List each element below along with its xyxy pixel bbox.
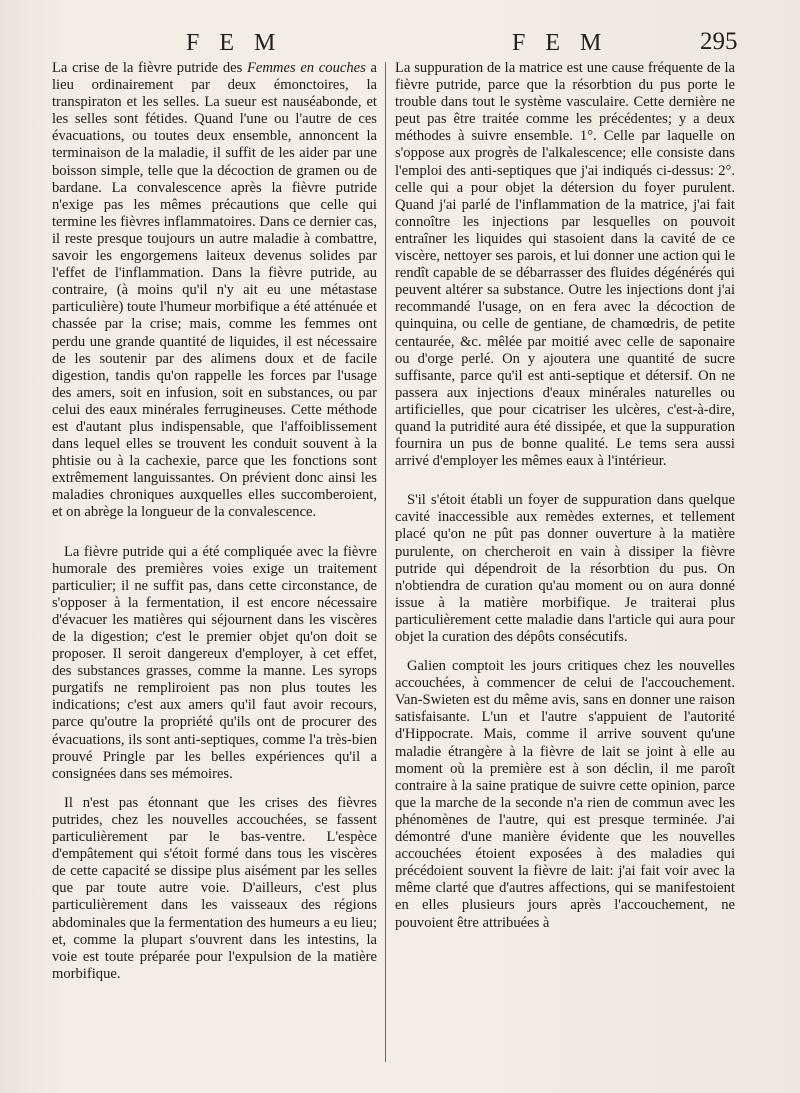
paragraph: Galien comptoit les jours critiques chez les nouvelles accouchées, à commencer de celui de l'accouchement. Van-Swieten est du même avis, sans en donner une raison satisfaisante. L'un et l'autre s'appuient de l'autorité d'Hippocrate. Mais, comme il arrive souvent qu'une maladie étrangère à la fièvre de lait se joint à elle au moment où la première est à son déclin, il me paroît contraire à la saine pratique de suivre cette opinion, parce que la marche de la seconde n'a rien de commun avec les phénomènes de l'autre, qui est presque terminée. J'ai démontré d'une manière évidente que les nouvelles accouchées étoient exposées à des maladies qui précédoient souvent la fièvre de lait: j'ai fait voir avec la même clarté que d'autres affections, qui se manifestoient en elles plusieurs jours après l'accouchement, ne pouvoient être attribuées à [395, 658, 735, 931]
right-column [395, 60, 735, 932]
running-header [0, 22, 800, 58]
paragraph: La suppuration de la matrice est une cause fréquente de la fièvre putride, parce que la résorbtion du pus porte le trouble dans tout le système vasculaire. Cette dernière ne peut pas être traitée comme les précédentes; y a deux méthodes à suivre ensemble. 1°. Celle par laquelle on s'oppose aux progrès de l'alkalescence; elle consiste dans l'emploi des anti-septiques que j'ai indiqués ci-dessus: 2°. celle qui a pour objet la détersion du foyer purulent. Quand j'ai parlé de l'inflammation de la matrice, j'ai fait connoître les injections par lesquelles on pouvoit entraîner les liquides qui stasoient dans la cavité de ce viscère, nettoyer ses parois, et lui donner une action qui le rendît capable de se débarrasser des fluides dégénérés qui peuvent altérer sa substance. Outre les injections dont j'ai recommandé l'usage, on en fera avec la décoction de quinquina, ou celle de gentiane, de chamœdris, de petite centaurée, &c. mêlée par moitié avec celle de saponaire ou d'orge perlé. On y ajoutera une quantité de sucre suffisante, parce qu'il est anti-septique et détersif. On ne passera aux injections d'eaux minérales naturelles ou artificielles, que pour cicatriser les ulcères, c'est-à-dire, quand la putridité aura été dissipée, et que la suppuration fournira un pus de bonne qualité. Le tems sera aussi arrivé d'employer les mêmes eaux à l'intérieur. [395, 60, 735, 470]
page-number: 295 [700, 28, 738, 55]
paragraph: Il n'est pas étonnant que les crises des fièvres putrides, chez les nouvelles accouchées, se fassent particulièrement par le bas-ventre. L'espèce d'empâtement qui s'étoit formé dans tous les viscères de cette capacité se dissipe plus aisément par les selles que par toute autre voie. D'ailleurs, c'est plus particulièrement dans les vaisseaux des régions abdominales que la fermentation des humeurs a eu lieu; et, comme la plupart s'ouvrent dans les intestins, la voie est toute préparée pour l'expulsion de la matière morbifique. [52, 794, 378, 982]
paragraph [52, 60, 377, 522]
column-divider [385, 62, 386, 1062]
italic-term: Femmes en couches [247, 60, 366, 76]
running-head-right: F E M [512, 30, 609, 56]
running-head-left: F E M [186, 30, 283, 56]
paragraph-text: a lieu ordinairement par deux émonctoires, la transpiraton et les selles. La sueur est nauséabonde, et les selles sont fétides. Quand l'une ou l'autre de ces évacuations, ou toutes deux ensemble, annoncent la terminaison de la maladie, il suffit de les aider par une boisson simple, telle que la décoction de gramen ou de bardane. La convalescence après la fièvre putride n'exige pas les mêmes précautions que celle qui termine les fièvres inflammatoires. Dans ce dernier cas, il reste presque toujours un autre maladie à combattre, savoir les engorgemens laiteux devenus solides par l'effet de l'inflammation. Dans la fièvre putride, au contraire, (à moins qu'il n'y ait eu une métastase particulière) toute l'humeur morbifique a été atténuée et chassée par la crise; mais, comme les femmes ont perdu une grande quantité de liquides, il est nécessaire de les soutenir par des alimens doux et de facile digestion, tandis qu'on rappelle les forces par l'usage des amers, soit en infusion, soit en substances, ou par celui des eaux minérales ferrugineuses. Cette méthode est d'autant plus indispensable, que l'affoiblissement dans lequel elles se trouvent les conduit souvent à la phtisie ou à la cachexie, parce que les fonctions sont extrêmement languissantes. On prévient donc ainsi les maladies chroniques auxquelles elles succomberoient, et on abrège la longueur de la convalescence. [52, 60, 377, 521]
paragraph: La fièvre putride qui a été compliquée avec la fièvre humorale des premières voies exige un traitement particulier; il ne suffit pas, dans cette circonstance, de s'opposer à la fermentation, il est encore nécessaire d'évacuer les matières qui séjournent dans les viscères de la digestion; c'est le premier objet qu'on doit se proposer. Il seroit dangereux d'employer, à cet effet, des substances grasses, comme la manne. Les syrops purgatifs ne rempliroient pas non plus toutes les indications; c'est aux amers qu'il faut avoir recours, parce qu'outre la propriété qu'ils ont de procurer des évacuations, ils sont anti-septiques, comme l'a très-bien prouvé Pringle par les belles expériences qu'il a consignées dans ses mémoires. [52, 543, 377, 782]
paragraph: S'il s'étoit établi un foyer de suppuration dans quelque cavité inaccessible aux remèdes externes, et tellement placé qu'on ne pût pas donner ouverture à la matière purulente, on chercheroit en vain à dissiper la fièvre putride qui dépendroit de la résorbtion du pus. On n'obtiendra de curation qu'au moment ou on aura donné issue à la matière morbifique. Je traiterai plus particulièrement cette maladie dans l'article qui aura pour objet la curation des dépôts consécutifs. [395, 492, 735, 645]
left-column [52, 60, 377, 983]
paragraph-text: La crise de la fièvre putride des [52, 60, 247, 76]
